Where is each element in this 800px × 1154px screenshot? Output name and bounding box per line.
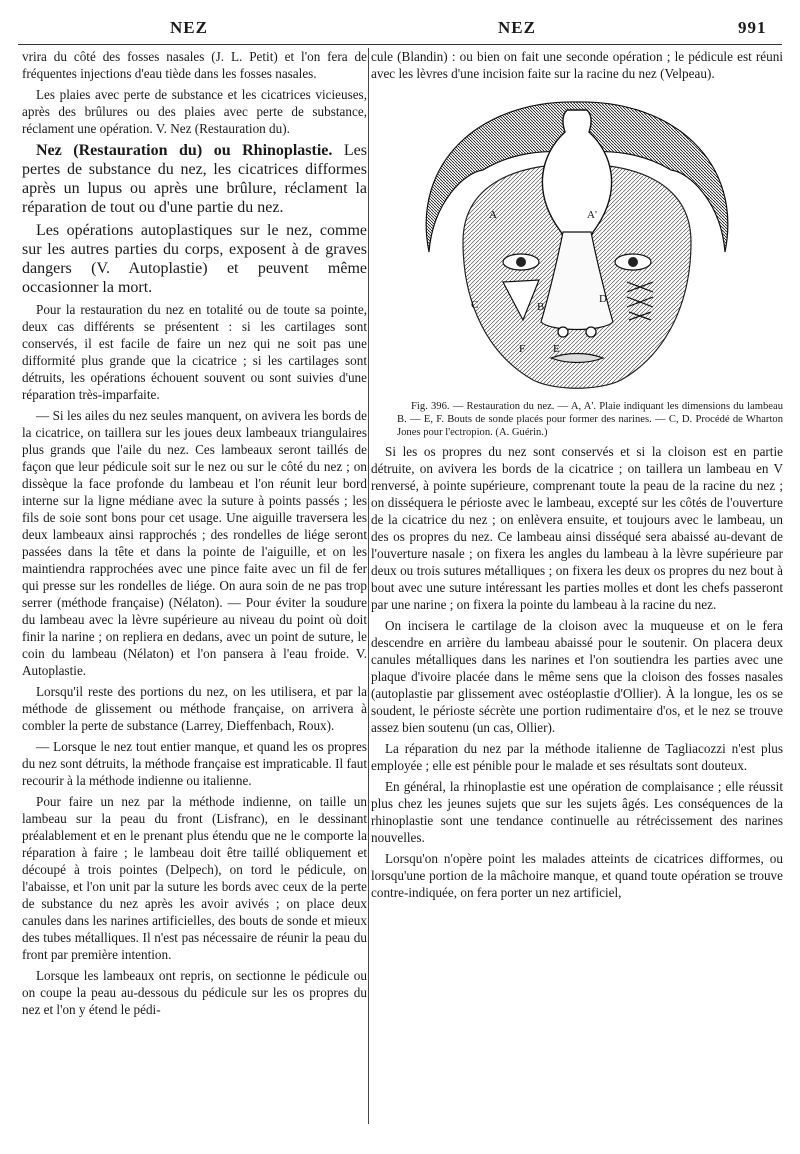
paragraph-1: Pour la restauration du nez en totalité ou de toute sa pointe, deux cas différents se présentent : si les cartilages sont conservés, il est facile de faire un nez qui ne soit pas une difformité plus grande que la cicatrice ; si les cartilages sont détruits, les opérations échouent souvent ou sont suivies d'une réparation très-imparfaite.	[22, 302, 367, 402]
paragraph-right-1: Si les os propres du nez sont conservés et si la cloison est en partie détruite, on avivera les bords de la cicatrice ; on taillera un lambeau en V renversé, à pointe supérieure, comprenant toute la peau de la racine du nez ; on disséquera le périoste avec le lambeau, excepté sur les côtés de l'ouverture de la cicatrice du nez ; on enlèvera ensuite, et toujours avec le lambeau, un des os propres du nez. Ce lambeau ainsi disséqué sera abaissé au-devant de l'ouverture nasale ; on fixera les angles du lambeau à la lèvre supérieure par deux ou trois sutures métalliques ; on fixera les deux os propres du nez bout à bout avec une suture intéressant les parties molles et dont les chefs passeront par une narine ; on fixera la pointe du lambeau à la racine du nez.	[371, 444, 783, 612]
paragraph-intro: vrira du côté des fosses nasales (J. L. Petit) et l'on fera de fréquentes injections d'eau tiède dans les fosses nasales.	[22, 49, 367, 81]
column-divider	[368, 48, 369, 1124]
figure-label-b: B	[537, 301, 545, 313]
right-column	[371, 48, 783, 905]
paragraph-plaies: Les plaies avec perte de substance et les cicatrices vicieuses, après des brûlures ou des plaies avec perte de substance, réclament une opération. V. Nez (Restauration du).	[22, 87, 367, 136]
paragraph-top: cule (Blandin) : ou bien on fait une seconde opération ; le pédicule est réuni avec les lèvres d'une incision faite sur la racine du nez (Velpeau).	[371, 49, 783, 81]
running-head-center: NEZ	[498, 18, 536, 37]
entry-body: Les pertes de substance du nez, les cicatrices difformes après un lupus ou après une brûlure, réclament la réparation de tout ou d'une partie du nez.	[22, 142, 367, 216]
figure-label-c: C	[471, 299, 479, 311]
paragraph-4: — Lorsque le nez tout entier manque, et quand les os propres du nez sont détruits, la méthode française est impraticable. Il faut recourir à la méthode indienne ou italienne.	[22, 739, 367, 788]
paragraph-right-2: On incisera le cartilage de la cloison avec la muqueuse et on le fera descendre en arrière du lambeau abaissé pour le soutenir. On placera deux canules métalliques dans les narines et l'on soutiendra les parties avec une plaque d'ivoire placée dans le même sens que la cloison des fosses nasales (autoplastie par glissement avec ostéoplastie d'Ollier). À la longue, les os se soudent, le périoste sécrète une portion rudimentaire d'os, et le nez se trouve assez bien soutenu (un cas, Ollier).	[371, 618, 783, 735]
paragraph-right-3: La réparation du nez par la méthode italienne de Tagliacozzi n'est plus employée ; elle est pénible pour le malade et ses résultats sont douteux.	[371, 741, 783, 773]
figure-label-e: E	[553, 343, 560, 355]
page-number: 991	[738, 18, 767, 37]
right-nostril-tube	[586, 327, 596, 337]
paragraph-autoplastie: Les opérations autoplastiques sur le nez, comme sur les autres parties du corps, exposent à de graves dangers (V. Autoplastie) et peuvent même occasionner la mort.	[22, 222, 367, 296]
figure-rhinoplasty-face	[371, 92, 783, 392]
left-column	[22, 48, 367, 1022]
paragraph-right-4: En général, la rhinoplastie est une opération de complaisance ; elle réussit plus chez les jeunes sujets que sur les sujets âgés. Les conséquences de la rhinoplastie sont une tendance continuelle au rétrécissement des narines nouvelles.	[371, 779, 783, 845]
figure-label-f: F	[519, 343, 526, 355]
entry-heading: Nez (Restauration du) ou Rhinoplastie.	[36, 142, 333, 159]
figure-label-a-prime: A'	[587, 209, 597, 221]
left-nostril-tube	[558, 327, 568, 337]
paragraph-6: Lorsque les lambeaux ont repris, on sectionne le pédicule ou on coupe la peau au-dessous du pédicule sur les os propres du nez et l'on y étend le pédi-	[22, 968, 367, 1017]
figure-label-d: D	[599, 293, 607, 305]
paragraph-3: Lorsqu'il reste des portions du nez, on les utilisera, et par la méthode de glissement ou méthode française, on arrivera à combler la perte de substance (Larrey, Dieffenbach, Roux).	[22, 684, 367, 733]
figure-caption: Fig. 396. — Restauration du nez. — A, A'. Plaie indiquant les dimensions du lambeau B. — E, F. Bouts de sonde placés pour former des narines. — C, D. Procédé de Wharton Jones pour l'ectropion. (A. Guérin.)	[397, 401, 783, 438]
paragraph-5: Pour faire un nez par la méthode indienne, on taille un lambeau sur la peau du front (Lisfranc), en le dessinant préalablement et en le prenant plus étendu que ne le comporte la réparation à faire ; le lambeau doit être taillé obliquement et découpé à trois pointes (Delpech), on tord le pédicule, on l'abaisse, et l'on unit par la suture les bords avec ceux de la perte de substance du nez après les avoir avivés ; on place deux canules dans les narines artificielles, des bouts de sonde et mieux des tubes métalliques. Il n'est pas nécessaire de réunir la peau du front par première intention.	[22, 794, 367, 962]
figure-label-a: A	[489, 209, 497, 221]
entry-rhinoplastie	[22, 141, 367, 217]
paragraph-2: — Si les ailes du nez seules manquent, on avivera les bords de la cicatrice, on taillera sur les joues deux lambeaux triangulaires plus grands que l'aile du nez. Ces lambeaux seront taillés de façon que leur pédicule soit sur le nez ou sur le côté du nez ; on dissèque la face profonde du lambeau et l'on réunit leur bord interne sur la ligne médiane avec la suture à points passés ; les fils de soie sont bons pour cet usage. Une aiguille traversera les deux lambeaux ainsi rapprochés ; des rondelles de liége seront passées dans la tête et dans la pointe de l'aiguille, et on les maintiendra rapprochées avec une pince faite avec un fil de fer qui presse sur les rondelles de liége. On aura soin de ne pas trop serrer (méthode française) (Nélaton). — Pour éviter la soudure du lambeau avec la lèvre supérieure au niveau du point où doit finir la narine ; on repliera en dedans, avec un point de suture, le coin du lambeau (Nélaton) et l'on pansera à l'eau froide. V. Autoplastie.	[22, 408, 367, 678]
header-rule	[18, 44, 782, 45]
running-head-left: NEZ	[170, 18, 208, 37]
paragraph-right-5: Lorsqu'on n'opère point les malades atteints de cicatrices difformes, ou lorsqu'une portion de la mâchoire manque, et quand toute opération se trouve contre-indiquée, on fera porter un nez artificiel,	[371, 851, 783, 900]
